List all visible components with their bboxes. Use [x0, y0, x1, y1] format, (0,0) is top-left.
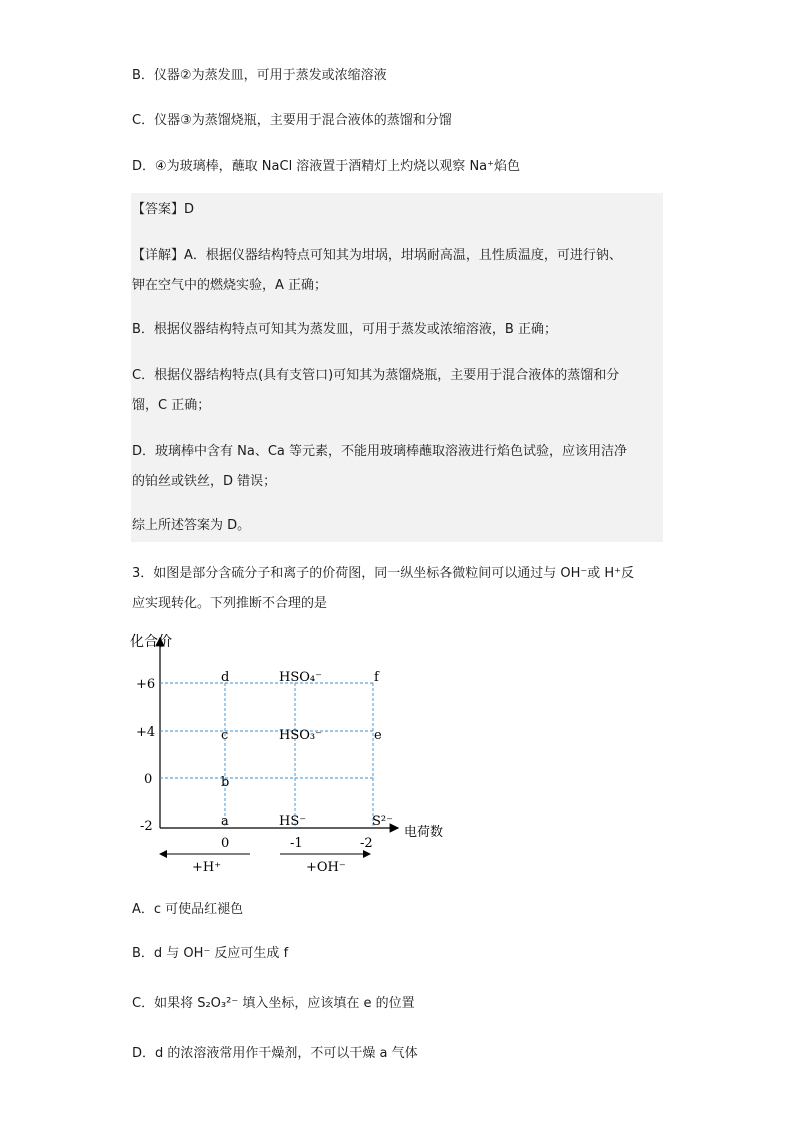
- q3-option-b: B．d 与 OH⁻ 反应可生成 f: [132, 946, 289, 961]
- point-label: c: [221, 728, 229, 743]
- y-tick-label: +6: [136, 677, 156, 692]
- point-label: S²⁻: [372, 814, 393, 829]
- point-labels: [221, 670, 393, 829]
- detail-line-3: B．根据仪器结构特点可知其为蒸发皿，可用于蒸发或浓缩溶液，B 正确；: [132, 322, 557, 337]
- detail-line-7: 的铂丝或铁丝，D 错误；: [132, 474, 277, 489]
- point-label: e: [374, 728, 382, 743]
- h-plus-label: +H⁺: [192, 860, 222, 875]
- q2-option-d: D．④为玻璃棒，蘸取 NaCl 溶液置于酒精灯上灼烧以观察 Na⁺焰色: [132, 159, 520, 174]
- x-tick-label: -1: [290, 836, 303, 851]
- x-axis-label: 电荷数: [404, 825, 444, 840]
- y-tick-label: +4: [136, 725, 156, 740]
- point-label: d: [221, 670, 230, 685]
- q3-option-c: C．如果将 S₂O₃²⁻ 填入坐标，应该填在 e 的位置: [132, 996, 415, 1011]
- grid-lines: [160, 683, 373, 828]
- q3-stem-line-2: 应实现转化。下列推断不合理的是: [132, 596, 328, 611]
- point-label: a: [221, 814, 229, 829]
- detail-line-4: C．根据仪器结构特点(具有支管口)可知其为蒸馏烧瓶，主要用于混合液体的蒸馏和分: [132, 368, 620, 383]
- q3-option-d: D．d 的浓溶液常用作干燥剂，不可以干燥 a 气体: [132, 1046, 418, 1061]
- q2-option-c: C．仪器③为蒸馏烧瓶，主要用于混合液体的蒸馏和分馏: [132, 113, 452, 128]
- oh-minus-label: +OH⁻: [306, 860, 346, 875]
- answer-line: 【答案】D: [132, 202, 195, 217]
- detail-line-6: D．玻璃棒中含有 Na、Ca 等元素，不能用玻璃棒蘸取溶液进行焰色试验，应该用洁净: [132, 444, 628, 459]
- valence-charge-chart: [130, 626, 460, 876]
- q2-option-b: B．仪器②为蒸发皿，可用于蒸发或浓缩溶液: [132, 68, 387, 83]
- point-label: HS⁻: [279, 814, 307, 829]
- point-label: HSO₄⁻: [279, 670, 322, 685]
- detail-line-8: 综上所述答案为 D。: [132, 518, 251, 533]
- point-label: b: [221, 775, 230, 790]
- q3-stem-line-1: 3．如图是部分含硫分子和离子的价荷图，同一纵坐标各微粒间可以通过与 OH⁻或 H⁺反: [132, 566, 635, 581]
- y-tick-label: 0: [144, 772, 153, 787]
- point-label: HSO₃⁻: [279, 728, 322, 743]
- y-axis-label: 化合价: [130, 634, 172, 650]
- detail-line-1: 【详解】A．根据仪器结构特点可知其为坩埚，坩埚耐高温，且性质温度，可进行钠、: [132, 248, 622, 263]
- q3-option-a: A．c 可使品红褪色: [132, 902, 244, 917]
- x-tick-label: 0: [221, 836, 230, 851]
- x-tick-label: -2: [360, 836, 373, 851]
- detail-line-2: 钾在空气中的燃烧实验，A 正确；: [132, 278, 328, 293]
- detail-line-5: 馏，C 正确；: [132, 398, 211, 413]
- y-tick-label: -2: [140, 819, 153, 834]
- point-label: f: [374, 670, 379, 685]
